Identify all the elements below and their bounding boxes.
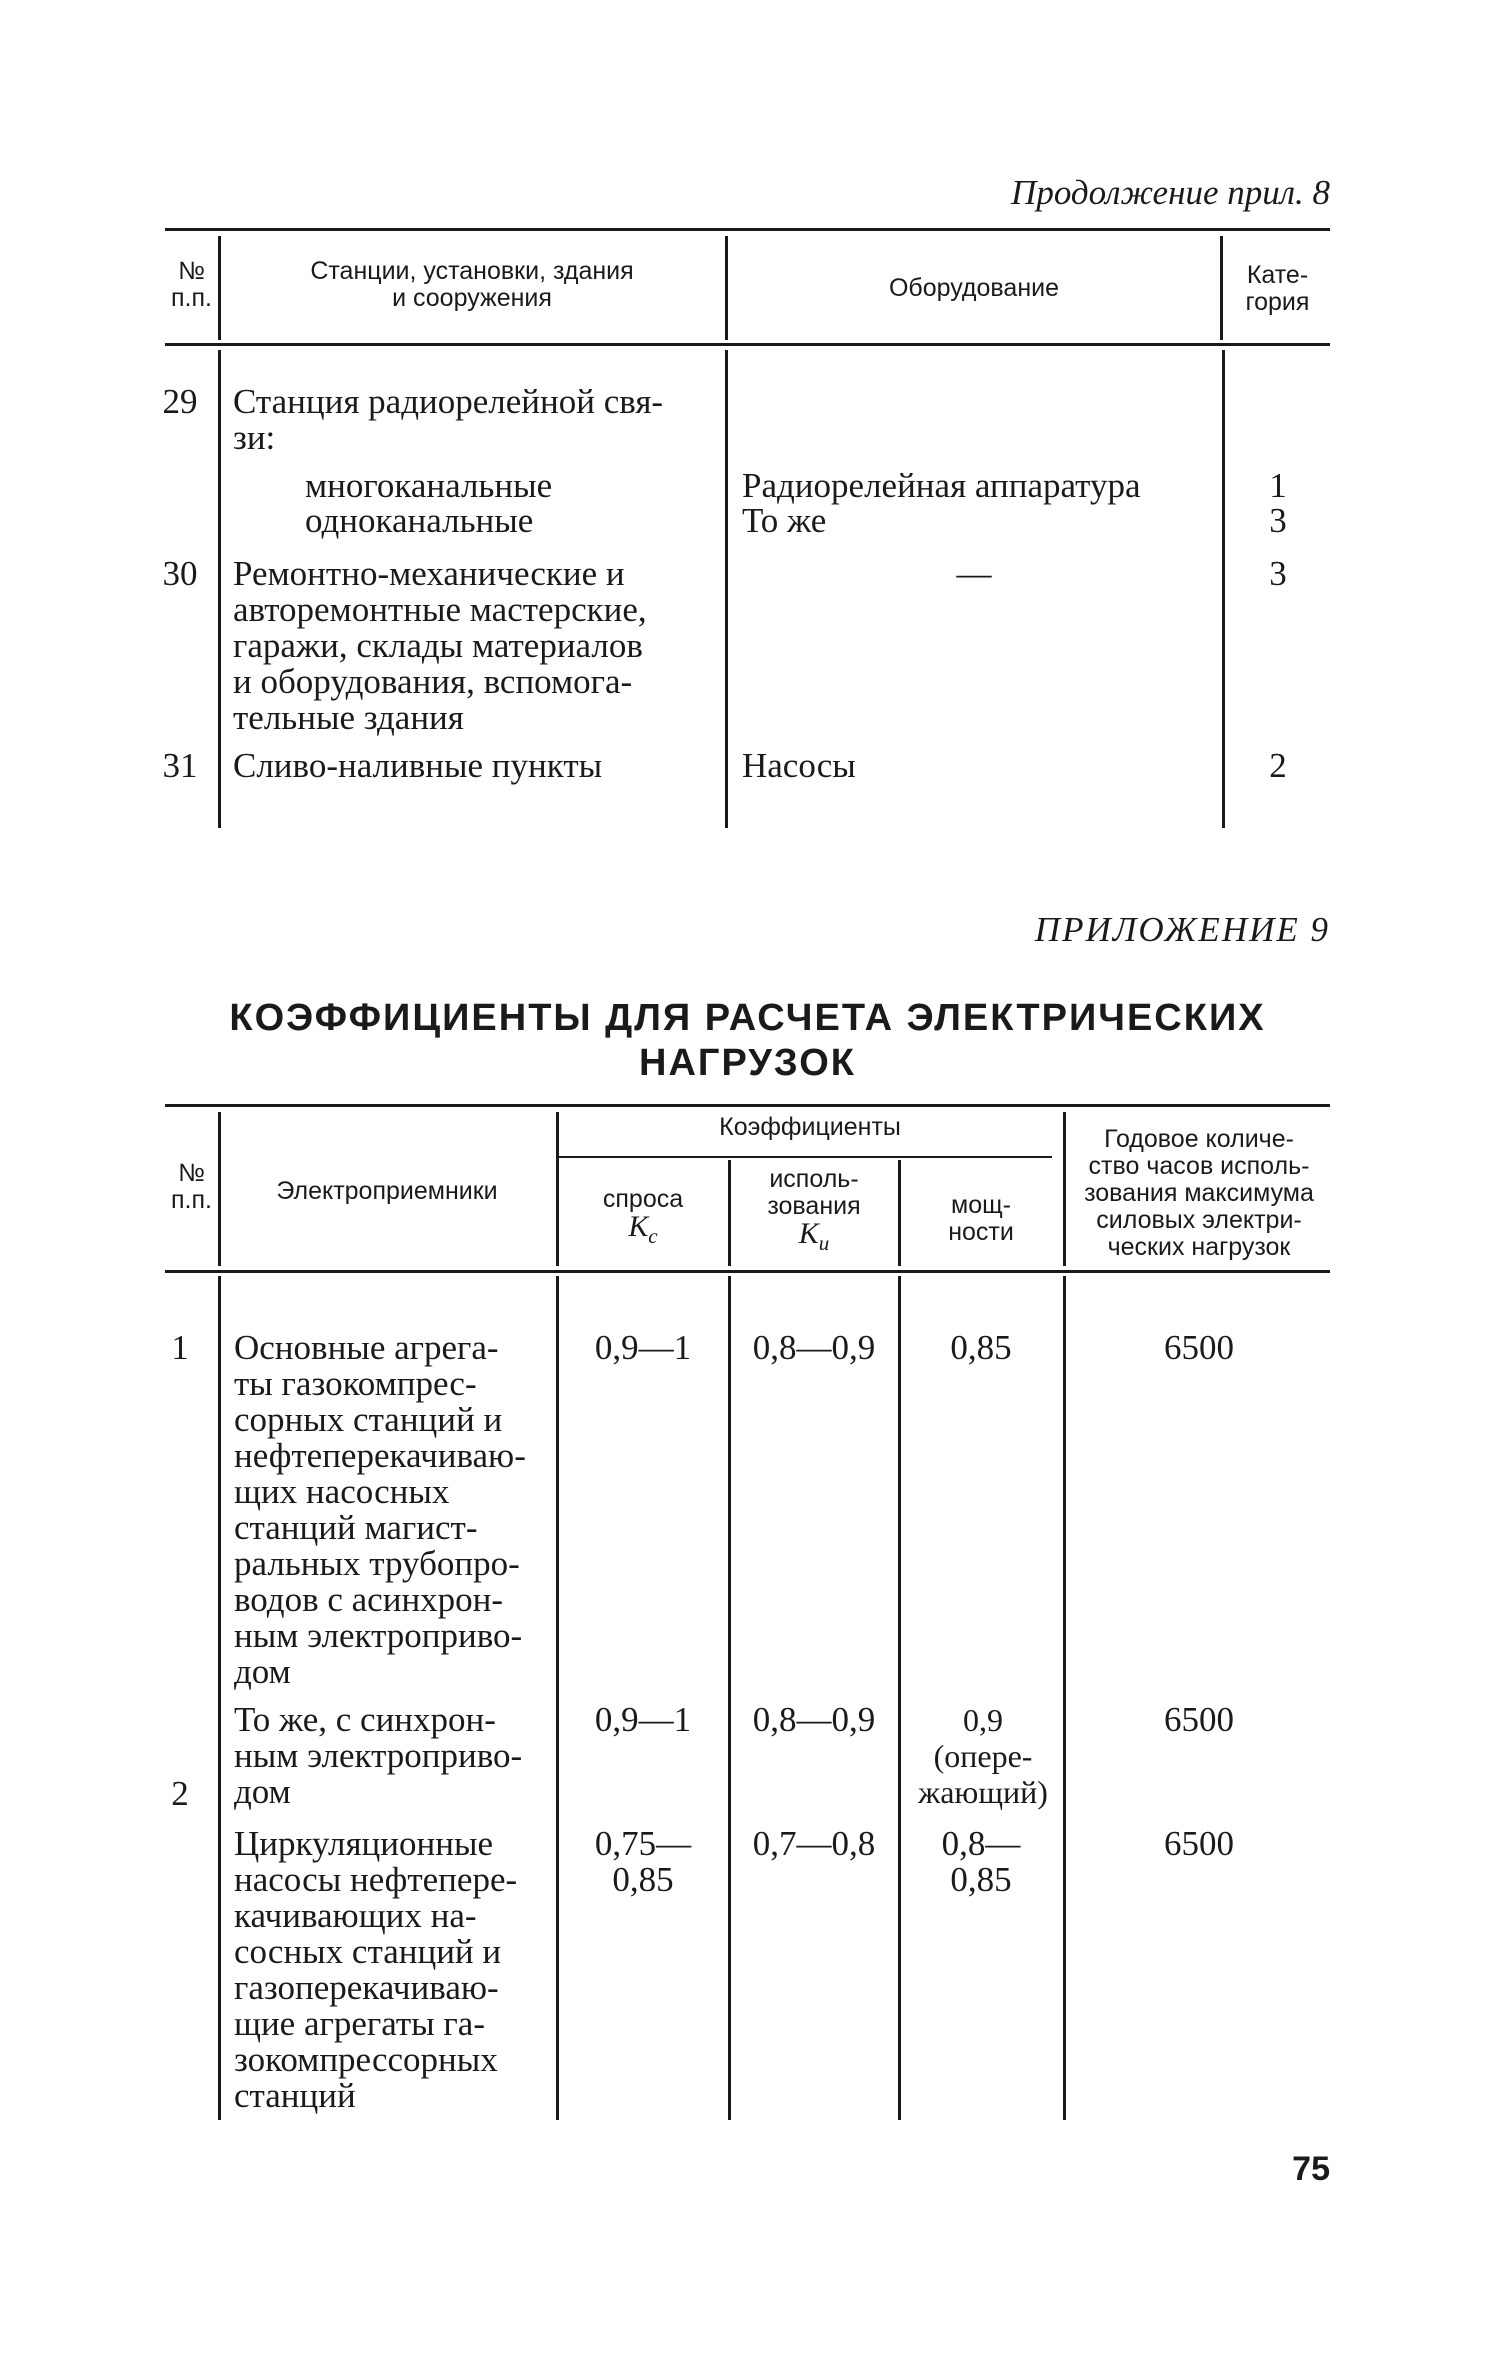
page-number: 75 [1292,2150,1330,2188]
table1-equipment-cell: То же [742,501,827,540]
table2-hours-cell: 6500 [1164,1328,1234,1367]
table2-hours-cell: 6500 [1164,1700,1234,1739]
table2-demand-cell: 0,75— 0,85 [594,1824,692,1899]
table2-row-num: 2 [171,1774,189,1813]
table1-category-cell: 1 [1269,466,1287,505]
table2-coefficients-rule [558,1156,1052,1158]
table1-equipment-cell: — [956,554,992,593]
table2-hours-cell: 6500 [1164,1824,1234,1863]
table2-header-divider [556,1112,559,1266]
table1-equipment-cell: Насосы [742,746,856,785]
table1-station-cell: Сливо-наливные пункты [233,746,603,785]
table2-header-coefficients: Коэффициенты [719,1113,901,1141]
table1-header-divider [725,236,728,340]
table2-header-divider [218,1112,221,1266]
table2-power-cell: 0,8— 0,85 [941,1824,1021,1899]
table2-header-demand: спроса $К_с$ [602,1185,684,1248]
table2-header-divider [898,1160,901,1266]
appendix-label: ПРИЛОЖЕНИЕ 9 [1034,910,1330,949]
table1-station-cell: Ремонтно-механические и авторемонтные мастерские, гаражи, склады материалов и оборудования, вспомога- тельные здания [233,554,647,737]
table1-equipment-cell: Радиорелейная аппаратура [742,466,1141,505]
table2-top-rule [165,1104,1330,1107]
table1-header-divider [1220,236,1223,340]
table2-header-divider [728,1160,731,1266]
table1-header-equipment: Оборудование [888,274,1060,302]
table1-top-rule [165,228,1330,231]
table1-header-category: Кате- гория [1245,261,1310,316]
table2-header-rule [165,1270,1330,1273]
table2-header-power: мощ- ности [948,1191,1014,1246]
table2-receiver-cell: Циркуляционные насосы нефтепере- качивающих на- сосных станций и газоперекачиваю- щие агрегаты га- зокомпрессорных станций [234,1824,518,2115]
table1-body-divider [725,350,728,828]
table2-header-hours: Годовое количе- ство часов исполь- зования максимума силовых электри- ческих нагрузок [1084,1125,1314,1261]
table2-usage-cell: 0,8—0,9 [752,1328,876,1367]
table1-category-cell: 3 [1269,554,1287,593]
table1-body-divider [218,350,221,828]
table1-row-num: 31 [162,746,198,785]
table1-header-rule [165,343,1330,346]
table2-usage-cell: 0,7—0,8 [752,1824,876,1863]
table2-power-cell: 0,85 [950,1328,1012,1367]
table1-header-stations: Станции, установки, здания и сооружения [310,257,634,312]
table2-header-usage: исполь- зования $К_и$ [767,1165,861,1255]
table2-body-divider [218,1276,221,2120]
table1-category-cell: 2 [1269,746,1287,785]
table1-category-cell: 3 [1269,501,1287,540]
table2-demand-cell: 0,9—1 [594,1328,692,1367]
table2-body-divider [898,1276,901,2120]
table2-header-receivers: Электроприемники [276,1177,498,1205]
table2-usage-cell: 0,8—0,9 [752,1700,876,1739]
table2-body-divider [728,1276,731,2120]
table2-power-cell: 0,9 (опере- жающий) [918,1702,1048,1810]
appendix-title: КОЭФФИЦИЕНТЫ ДЛЯ РАСЧЕТА ЭЛЕКТРИЧЕСКИХ НАГРУЗОК [229,997,1266,1084]
table1-header-num: № п.п. [171,257,212,312]
table1-station-cell: одноканальные [305,501,534,540]
table1-header-divider [218,236,221,340]
table1-row-num: 29 [162,382,198,421]
table1-station-cell: многоканальные [305,466,553,505]
table2-receiver-cell: Основные агрега- ты газокомпрес- сорных станций и нефтеперекачиваю- щих насосных станций магист- ральных трубопро- водов с асинхрон- ным электроприво- дом [234,1328,526,1691]
table1-body-divider [1222,350,1225,828]
table2-header-num: № п.п. [171,1159,212,1214]
table2-demand-cell: 0,9—1 [594,1700,692,1739]
table2-receiver-cell: То же, с синхрон- ным электроприво- дом [234,1700,523,1811]
table1-station-cell: Станция радиорелейной свя- зи: [233,382,664,457]
table2-body-divider [556,1276,559,2120]
table1-caption: Продолжение прил. 8 [1011,173,1330,212]
table2-row-num: 1 [171,1328,189,1367]
table2-body-divider [1063,1276,1066,2120]
table2-header-divider [1063,1112,1066,1266]
table1-row-num: 30 [162,554,198,593]
